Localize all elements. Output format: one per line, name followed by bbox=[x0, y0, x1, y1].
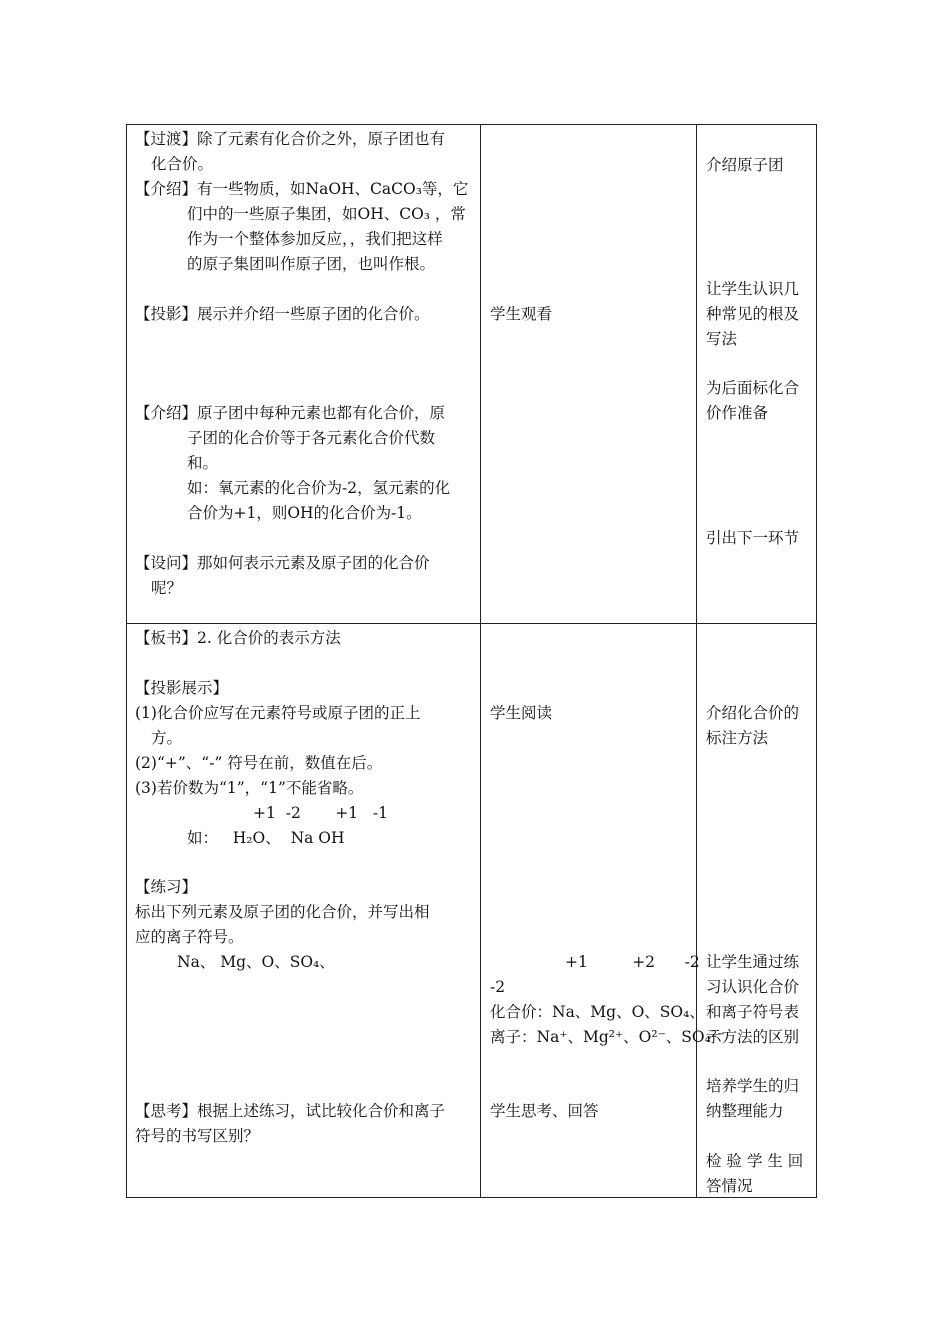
text-line: 们中的一些原子集团，如OH、CO₃ ，常 bbox=[187, 205, 466, 223]
text-line: (2)“+”、“-” 符号在前，数值在后。 bbox=[135, 754, 383, 772]
text-line: 纳整理能力 bbox=[706, 1102, 784, 1120]
text-line: 写法 bbox=[706, 330, 738, 348]
row1-design-intent bbox=[697, 125, 817, 624]
text-line: 【思考】根据上述练习，试比较化合价和离子 bbox=[135, 1102, 446, 1120]
text-line: 价作准备 bbox=[706, 404, 769, 422]
text-line: 合价为+1，则OH的化合价为-1。 bbox=[187, 504, 422, 522]
text-line: 答情况 bbox=[706, 1177, 753, 1195]
lesson-plan-table bbox=[126, 124, 815, 1196]
row1-teacher-activity bbox=[127, 125, 481, 624]
text-line: 方。 bbox=[151, 729, 183, 747]
text-line: 【投影展示】 bbox=[135, 679, 229, 697]
text-line: 子团的化合价等于各元素化合价代数 bbox=[187, 429, 436, 447]
text-line: -2 bbox=[490, 978, 506, 996]
text-line: (3)若价数为“1”，“1”不能省略。 bbox=[135, 779, 364, 797]
text-line: 离子：Na⁺、Mg²⁺、O²⁻、SO₄²⁻ bbox=[490, 1028, 726, 1046]
text-line: 检 验 学 生 回 bbox=[706, 1152, 804, 1170]
text-line: 【过渡】除了元素有化合价之外，原子团也有 bbox=[135, 130, 446, 148]
text-line: 学生阅读 bbox=[490, 704, 553, 722]
text-line: 让学生通过练 bbox=[706, 953, 800, 971]
text-line: 学生观看 bbox=[490, 305, 553, 323]
row1-student-activity bbox=[481, 125, 697, 624]
valence-marks: +1 +2 -2 bbox=[565, 953, 700, 971]
text-line: 学生思考、回答 bbox=[490, 1102, 599, 1120]
text-line: 【练习】 bbox=[135, 878, 198, 896]
text-line: 化合价。 bbox=[151, 155, 214, 173]
text-line: 符号的书写区别？ bbox=[135, 1127, 260, 1145]
text-line: 【介绍】原子团中每种元素也都有化合价，原 bbox=[135, 404, 446, 422]
text-line: 【板书】2. 化合价的表示方法 bbox=[135, 629, 341, 647]
text-line: 和离子符号表 bbox=[706, 1003, 800, 1021]
text-line: Na、 Mg、O、SO₄、 bbox=[177, 953, 335, 971]
row2-teacher-activity bbox=[127, 624, 481, 1198]
text-line: 【介绍】有一些物质，如NaOH、CaCO₃等，它 bbox=[135, 180, 469, 198]
text-line: 示方法的区别 bbox=[706, 1028, 800, 1046]
text-line: 【设问】那如何表示元素及原子团的化合价 bbox=[135, 554, 430, 572]
text-line: 培养学生的归 bbox=[706, 1077, 800, 1095]
text-line: 【投影】展示并介绍一些原子团的化合价。 bbox=[135, 305, 430, 323]
row2-student-activity bbox=[481, 624, 726, 1198]
valence-marks: +1 -2 +1 -1 bbox=[253, 804, 389, 822]
text-line: 标出下列元素及原子团的化合价，并写出相 bbox=[135, 903, 430, 921]
text-line: 标注方法 bbox=[706, 729, 769, 747]
text-line: 的原子集团叫作原子团，也叫作根。 bbox=[187, 255, 436, 273]
text-line: 呢？ bbox=[151, 579, 183, 597]
text-line: 介绍原子团 bbox=[706, 156, 784, 174]
text-line: 和。 bbox=[187, 454, 219, 472]
text-line: 让学生认识几 bbox=[706, 280, 800, 298]
text-line: (1)化合价应写在元素符号或原子团的正上 bbox=[135, 704, 421, 722]
text-line: 作为一个整体参加反应，，我们把这样 bbox=[187, 230, 443, 248]
row2-design-intent bbox=[697, 624, 817, 1198]
text-line: 如： H₂O、 Na OH bbox=[187, 829, 345, 847]
text-line: 种常见的根及 bbox=[706, 305, 800, 323]
text-line: 介绍化合价的 bbox=[706, 704, 800, 722]
text-line: 习认识化合价 bbox=[706, 978, 800, 996]
text-line: 化合价：Na、Mg、O、SO₄、 bbox=[490, 1003, 705, 1021]
text-line: 引出下一环节 bbox=[706, 529, 800, 547]
text-line: 如：氧元素的化合价为-2，氢元素的化 bbox=[187, 479, 451, 497]
text-line: 为后面标化合 bbox=[706, 379, 800, 397]
text-line: 应的离子符号。 bbox=[135, 928, 244, 946]
